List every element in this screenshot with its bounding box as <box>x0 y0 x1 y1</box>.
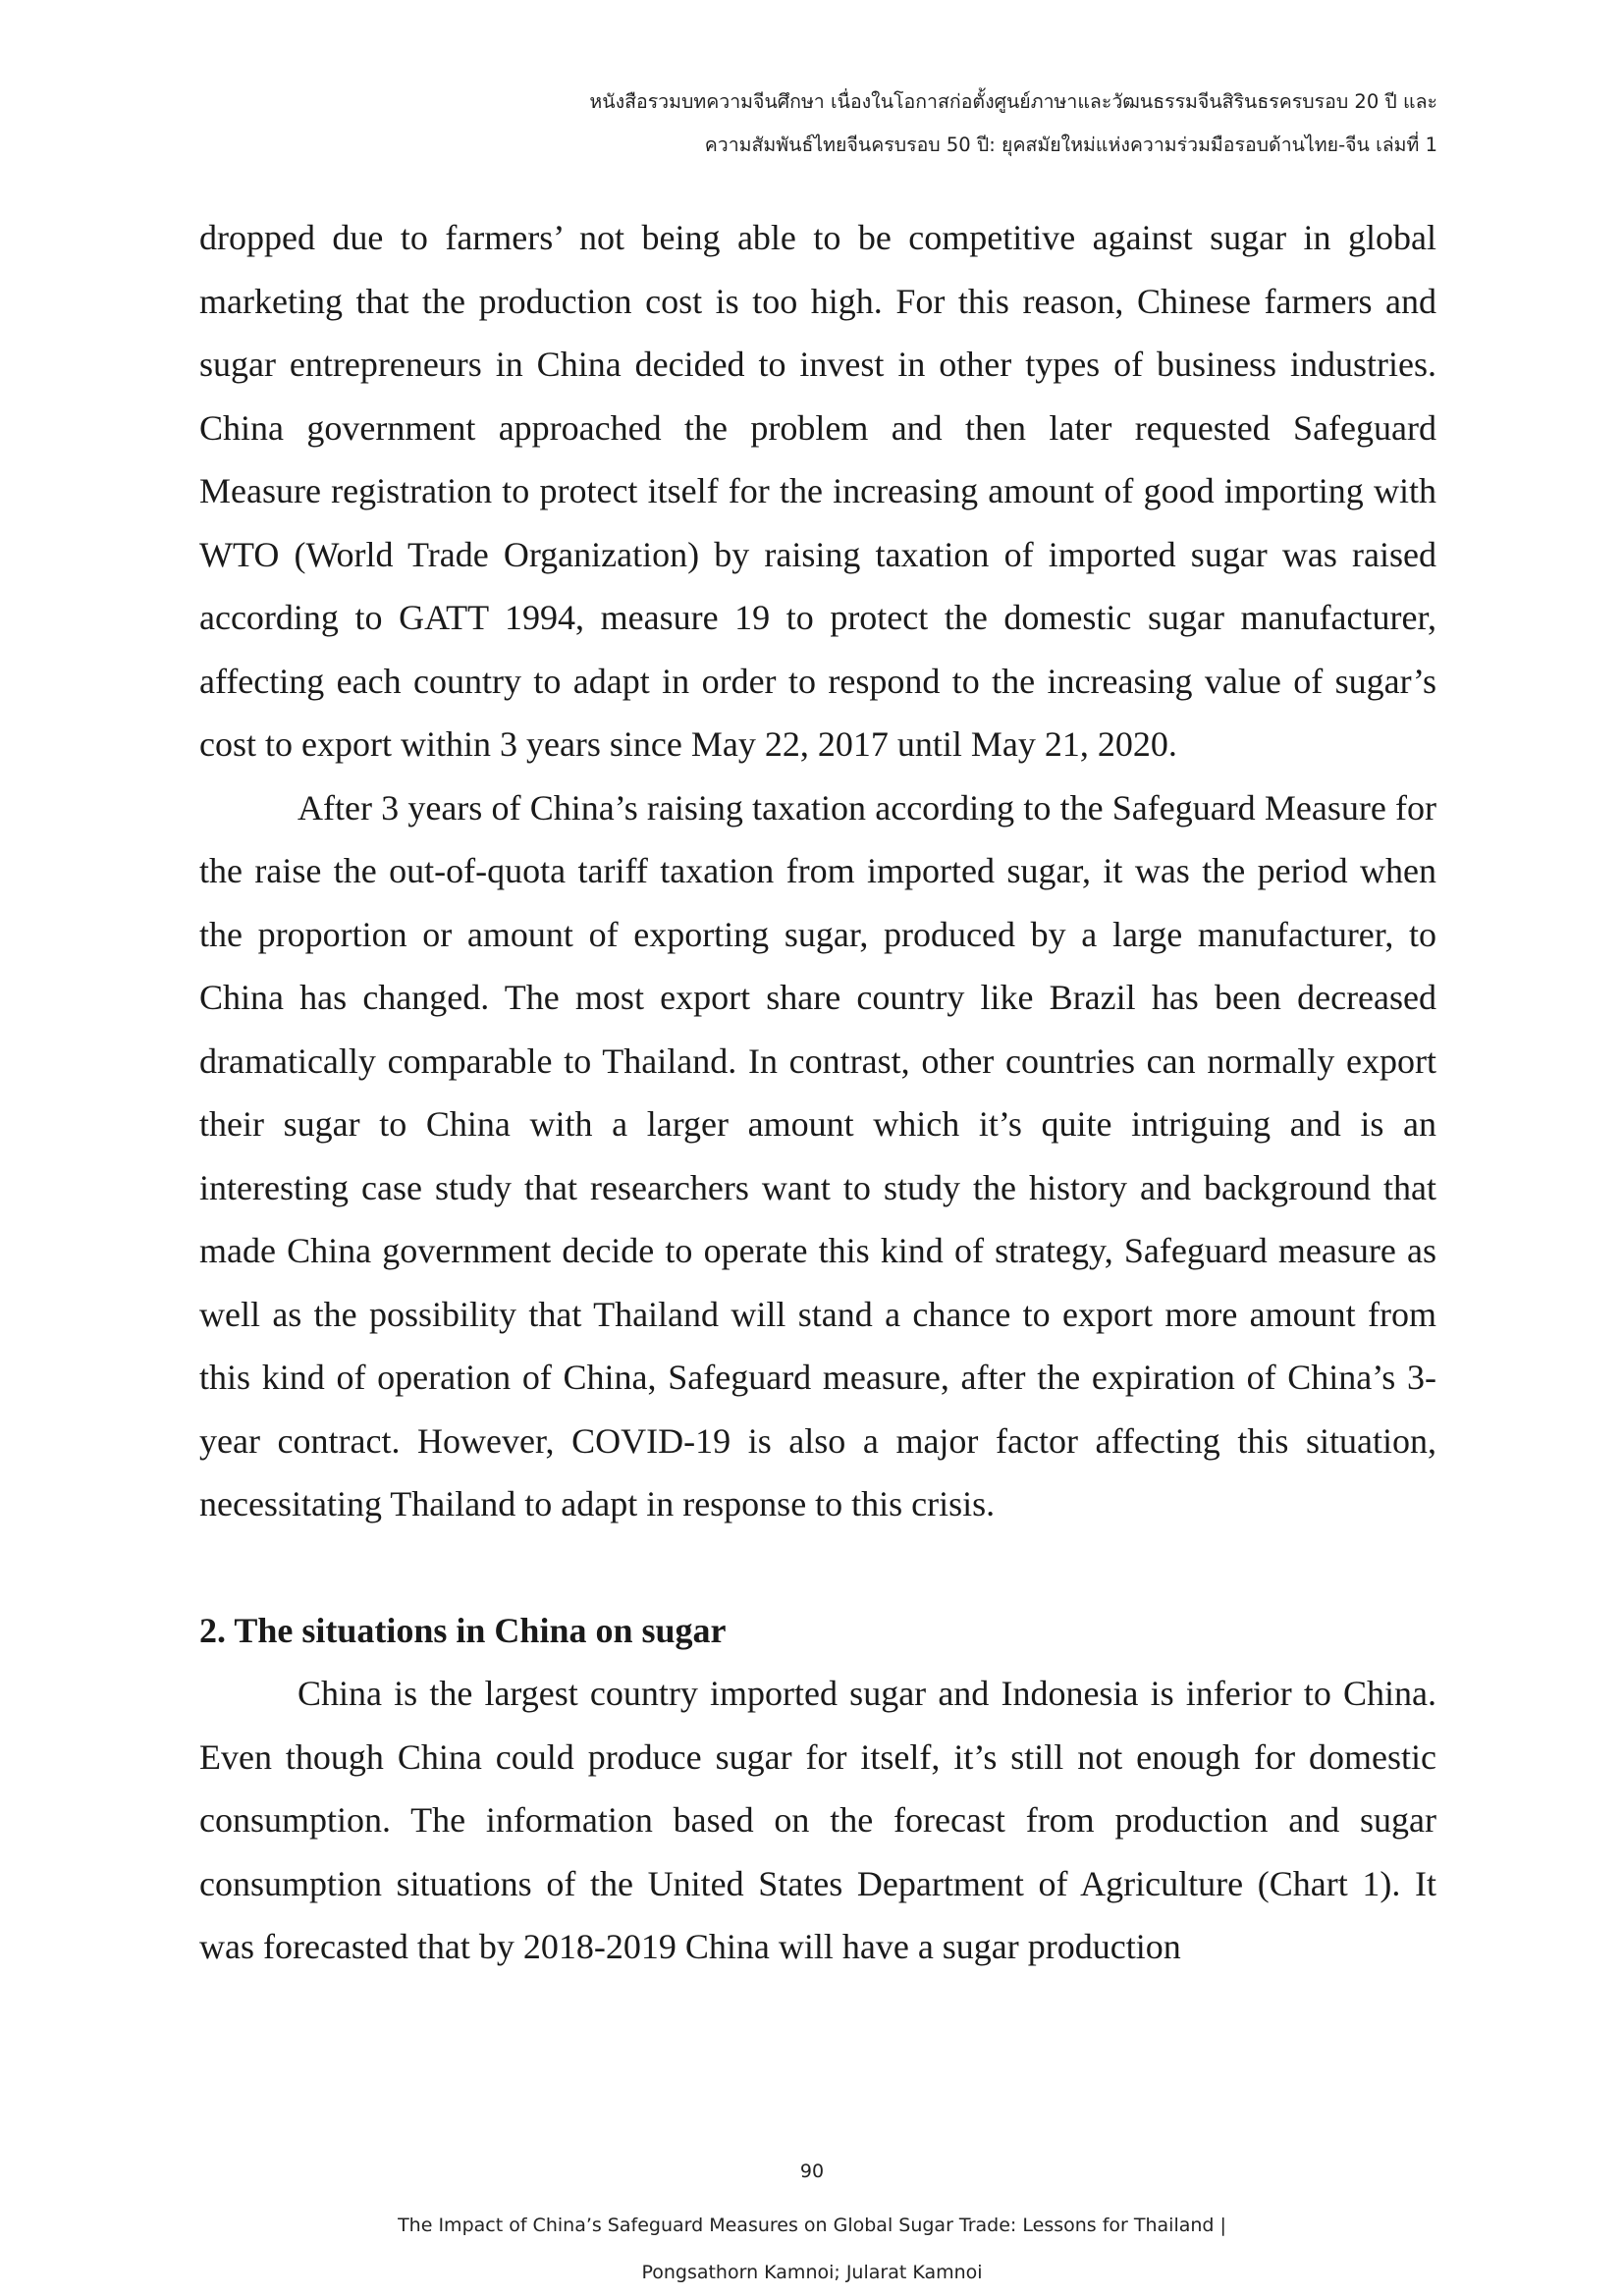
paragraph: dropped due to farmers’ not being able to be competitive against sugar in global marketing that the production cost is too high. For this reason, Chinese farmers and sugar entrepreneurs in China decided to invest in other types of business industries. China government approached the problem and then later requested Safeguard Measure registration to protect itself for the increasing amount of good importing with WTO (World Trade Organization) by raising taxation of imported sugar was raised according to GATT 1994, measure 19 to protect the domestic sugar manufacturer, affecting each country to adapt in order to respond to the increasing value of sugar’s cost to export within 3 years since May 22, 2017 until May 21, 2020. <box>199 218 1436 764</box>
paragraph: After 3 years of China’s raising taxation according to the Safeguard Measure for the raise the out-of-quota tariff taxation from imported sugar, it was the period when the proportion or amount of exporting sugar, produced by a large manufacturer, to China has changed. The most export share country like Brazil has been decreased dramatically comparable to Thailand. In contrast, other countries can normally export their sugar to China with a larger amount which it’s quite intriguing and is an interesting case study that researchers want to study the history and background that made China government decide to operate this kind of strategy, Safeguard measure as well as the possibility that Thailand will stand a chance to export more amount from this kind of operation of China, Safeguard measure, after the expiration of China’s 3-year contract. However, COVID-19 is also a major factor affecting this situation, necessitating Thailand to adapt in response to this crisis. <box>199 787 1436 1523</box>
paragraph: China is the largest country imported sugar and Indonesia is inferior to China. Even though China could produce sugar for itself, it’s still not enough for domestic consumption. The information based on the forecast from production and sugar consumption situations of the United States Department of Agriculture (Chart 1). It was forecasted that by 2018-2019 China will have a sugar production <box>199 1674 1436 1966</box>
footer-authors: Pongsathorn Kamnoi; Jularat Kamnoi <box>641 2262 983 2283</box>
running-header <box>161 80 1437 167</box>
section-heading: 2. The situations in China on sugar <box>199 1610 727 1650</box>
page-footer <box>0 2155 1624 2296</box>
footer-title: The Impact of China’s Safeguard Measures on Global Sugar Trade: Lessons for Thailand | <box>398 2215 1226 2236</box>
header-line-1: หนังสือรวมบทความจีนศึกษา เนื่องในโอกาสก่อตั้งศูนย์ภาษาและวัฒนธรรมจีนสิรินธรครบรอบ 20 ปี และ <box>589 90 1437 113</box>
header-line-2: ความสัมพันธ์ไทยจีนครบรอบ 50 ปี: ยุคสมัยใหม่แห่งความร่วมมือรอบด้านไทย-จีน เล่มที่ 1 <box>704 133 1437 156</box>
page-number: 90 <box>799 2161 825 2182</box>
main-content <box>199 206 1436 1979</box>
